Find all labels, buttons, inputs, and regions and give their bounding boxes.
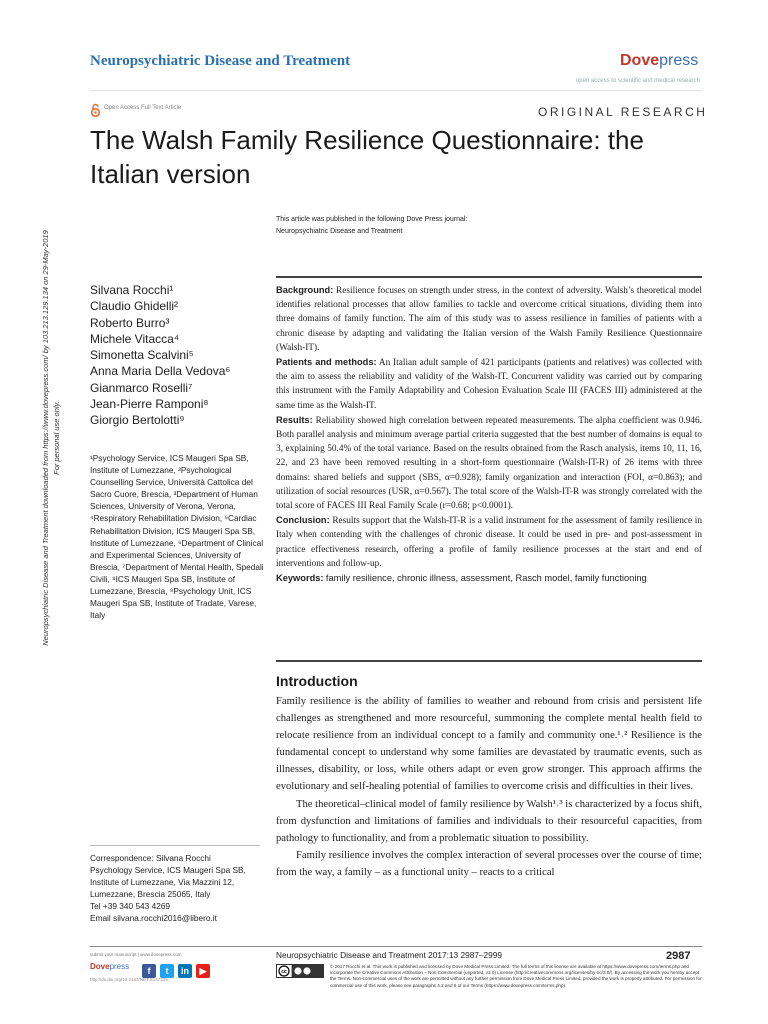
- abstract-conclusion: [276, 513, 702, 571]
- abstract-bottom-rule: [276, 660, 702, 662]
- published-note-line-1: This article was published in the following Dove Press journal:: [276, 216, 468, 223]
- abstract-top-rule: [276, 276, 702, 278]
- background-label: Background:: [276, 285, 334, 295]
- background-text: Resilience focuses on strength under stress, in the context of adversity. Walsh’s theoretical model identifies relational processes that allow families to tackle and overcome critical situations, dividing them into three domains of family function. The aim of this study was to assess resilience in families of patients with a chronic disease by adapting and validating the Italian version of the Walsh Family Resilience Questionnaire (Walsh-IT).: [276, 286, 702, 353]
- abstract-background: [276, 283, 702, 355]
- author-name: Michele Vitacca⁴: [90, 331, 179, 346]
- footer-brand: Dove: [90, 962, 110, 971]
- correspondence: [90, 852, 265, 925]
- author-name: Silvana Rocchi¹: [90, 283, 174, 297]
- methods-label: Patients and methods:: [276, 357, 377, 368]
- footer-brand-suffix: press: [109, 962, 130, 971]
- watermark-line-1: Neuropsychiatric Disease and Treatment downloaded from https://www.dovepress.com/ by 103.213.129.134 on 29-May-2019: [41, 230, 50, 646]
- published-note: [276, 214, 467, 238]
- conclusion-text: Results support that the Walsh-IT-R is a valid instrument for the assessment of family resilience in Italy when contending with the challenges of chronic disease. It could be used in pre- and post-assessment in practice effectiveness research, offering a profile of family resilience processes at the start and end of interventions and follow-up.: [276, 516, 702, 569]
- correspondence-line: Correspondence: Silvana Rocchi: [90, 853, 211, 863]
- abstract-keywords: [276, 571, 702, 586]
- methods-text: An Italian adult sample of 421 participants (patients and relatives) was collected with the aim to assess the reliability and validity of the Walsh-IT. Concurrent validity was carried out by comparing this instrument with the Family Adaptability and Cohesion Evaluation Scale III (FACES III) administered at the same time as the Walsh-IT.: [276, 358, 702, 411]
- introduction-body: [276, 693, 702, 881]
- publisher-brand: Dove: [620, 52, 660, 69]
- cc-license-icon[interactable]: [276, 964, 324, 978]
- results-text: Reliability showed high correlation between repeated measurements. The alpha coefficient was 0.946. Both parallel analysis and minimum average partial criteria suggested that the best number of domains is equal to 3, explaining 50.4% of the total variance. Based on the results obtained from the Rasch analysis, items 10, 11, 16, 22, and 23 have been removed resulting in a short-form questionnaire (Walsh-IT-R) of 26 items with three domains: shared beliefs and support (SBS, α=0.928); family organization and interaction (FOI, α=0.863); and utilization of social resources (USR, α=0.567). The total score of the Walsh-IT-R was strongly correlated with the total score of FACES III Real Family Scale (r=0.68; p<0.0001).: [276, 415, 702, 512]
- introduction-heading: Introduction: [276, 673, 358, 689]
- page-number: 2987: [666, 950, 691, 962]
- abstract: [276, 283, 702, 586]
- article-type: ORIGINAL RESEARCH: [538, 105, 708, 119]
- author-name: Anna Maria Della Vedova⁶: [90, 364, 231, 379]
- doi-link[interactable]: http://dx.doi.org/10.2147/NDT.S147315: [90, 977, 168, 982]
- twitter-icon[interactable]: t: [160, 964, 174, 978]
- open-access-label: Open Access Full Text Article: [104, 105, 182, 111]
- conclusion-label: Conclusion:: [276, 515, 330, 526]
- youtube-icon[interactable]: ▶: [196, 964, 210, 978]
- abstract-methods: [276, 355, 702, 413]
- publisher-brand-suffix: press: [659, 52, 699, 69]
- journal-title[interactable]: Neuropsychiatric Disease and Treatment: [90, 53, 351, 69]
- paragraph: Family resilience is the ability of families to weather and rebound from crisis and persistent life challenges as strengthened and more resourceful, summoning the complete mental health field to relocate resilience from an individual concept to a family and community one.¹˒² Resilience is the fundamental concept to understand why some families are devastated by traumatic events, such as illnesses, disability, or loss, while others adapt or even grow stronger. This approach affirms the evolutionary and self-healing potential of families to overcome crisis and difficulties in their lives.: [276, 696, 702, 793]
- correspondence-line: Lumezzane, Brescia 25065, Italy: [90, 889, 211, 900]
- paragraph: The theoretical–clinical model of family resilience by Walsh¹˒³ is characterized by a focus shift, from dysfunction and limitations of families and individuals to their resourceful capacities, from pathology to functionality, and from a problematic situation to possibility.: [276, 798, 702, 844]
- abstract-results: [276, 413, 702, 513]
- author-name: Claudio Ghidelli²: [90, 299, 179, 314]
- paragraph: Family resilience involves the complex interaction of several processes over the course of time; from the way, a family – as a functional unity – reacts to a critical: [276, 849, 702, 878]
- publisher-logo[interactable]: [620, 52, 698, 70]
- author-list: [90, 282, 260, 429]
- submit-manuscript-link[interactable]: submit your manuscript | www.dovepress.com: [90, 952, 182, 957]
- affiliations: ¹Psychology Service, ICS Maugeri Spa SB, Institute of Lumezzane, ²Psychological Counselling Service, Università Cattolica del Sacro Cuore, Brescia, ³Department of Human Sciences, University of Verona, Verona, ⁴Respiratory Rehabilitation Division, ⁵Cardiac Rehabilitation Division, ICS Maugeri Spa SB, Institute of Lumezzane, ⁶Department of Clinical and Experimental Sciences, University of Brescia, ⁷Department of Mental Health, Spedali Civili, ⁸ICS Maugeri Spa SB, Institute of Lumezzane, Brescia, ⁹Psychology Unit, ICS Maugeri Spa SB, Institute of Tradate, Varese, Italy: [90, 453, 264, 621]
- download-watermark: [40, 168, 61, 708]
- watermark-line-2: For personal use only.: [52, 401, 61, 475]
- correspondence-divider: [90, 845, 260, 846]
- footer-divider: [90, 946, 702, 947]
- correspondence-phone: Tel +39 340 543 4269: [90, 901, 171, 912]
- author-name: Simonetta Scalvini⁵: [90, 348, 194, 363]
- license-text: © 2017 Rocchi et al. This work is published and licensed by Dove Medical Press Limited. The full terms of this license are available at https://www.dovepress.com/terms.php and incorporate the Creative Commons Attribution – Non Commercial (unported, v3.0) License (http://creativecommons.org/licenses/by-nc/3.0/). By accessing the work you hereby accept the Terms. Non-commercial uses of the work are permitted without any further permission from Dove Medical Press Limited, provided the work is properly attributed. For permission for commercial use of this work, please see paragraphs 4.2 and 5 of our Terms (https://www.dovepress.com/terms.php).: [330, 964, 702, 988]
- keywords-label: Keywords:: [276, 573, 324, 584]
- author-name: Roberto Burro³: [90, 315, 170, 330]
- article-title: The Walsh Family Resilience Questionnaire: the Italian version: [90, 125, 644, 189]
- correspondence-line: Institute of Lumezzane, Via Mazzini 12,: [90, 877, 235, 888]
- results-label: Results:: [276, 414, 313, 425]
- published-note-line-2[interactable]: Neuropsychiatric Disease and Treatment: [276, 228, 403, 235]
- header-divider: [90, 90, 702, 91]
- author-name: Giorgio Bertolotti⁹: [90, 413, 185, 428]
- footer-citation: Neuropsychiatric Disease and Treatment 2017:13 2987–2999: [276, 950, 503, 960]
- facebook-icon[interactable]: f: [142, 964, 156, 978]
- correspondence-email[interactable]: Email silvana.rocchi2016@libero.it: [90, 913, 217, 924]
- linkedin-icon[interactable]: in: [178, 964, 192, 978]
- footer-logo[interactable]: [90, 962, 129, 971]
- keywords-text: family resilience, chronic illness, assessment, Rasch model, family functioning: [325, 573, 647, 584]
- author-name: Gianmarco Roselli⁷: [90, 380, 193, 395]
- correspondence-line: Psychology Service, ICS Maugeri Spa SB,: [90, 865, 246, 876]
- cc-badge-label: cc: [281, 969, 287, 975]
- open-access-icon: [90, 103, 101, 117]
- author-name: Jean-Pierre Ramponi⁸: [90, 397, 209, 412]
- publisher-tagline: open access to scientific and medical research: [575, 78, 700, 84]
